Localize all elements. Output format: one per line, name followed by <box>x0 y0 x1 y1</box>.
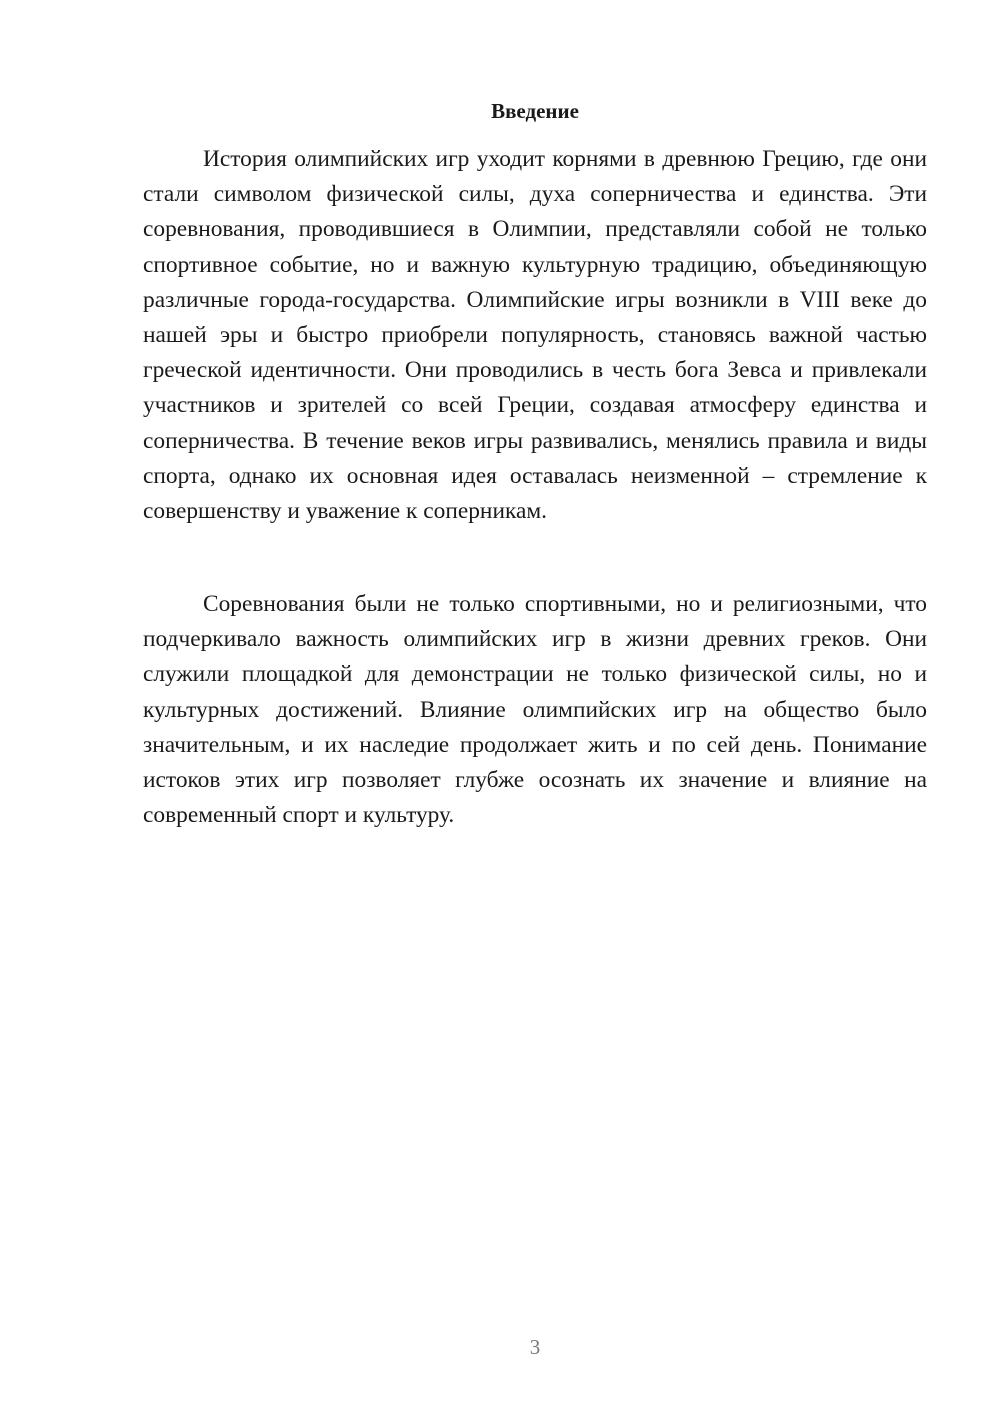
section-heading: Введение <box>491 99 579 123</box>
paragraph-religious: Соревнования были не только спортивными, но и религиозными, что подчеркивало важность олимпийских игр в жизни древних греков. Они служили площадкой для демонстрации не только физической силы, но и культурных достижений. Влияние олимпийских игр на общество было значительным, и их наследие продолжает жить и по сей день. Понимание истоков этих игр позволяет глубже осознать их значение и влияние на современный спорт и культуру. <box>143 591 927 829</box>
paragraph-intro: История олимпийских игр уходит корнями в древнюю Грецию, где они стали символом физической силы, духа соперничества и единства. Эти соревнования, проводившиеся в Олимпии, представляли собой не только спортивное событие, но и важную культурную традицию, объединяющую различные города-государства. Олимпийские игры возникли в VIII веке до нашей эры и быстро приобрели популярность, становясь важной частью греческой идентичности. Они проводились в честь бога Зевса и привлекали участников и зрителей со всей Греции, создавая атмосферу единства и соперничества. В течение веков игры развивались, менялись правила и виды спорта, однако их основная идея оставалась неизменной – стремление к совершенству и уважение к соперникам. <box>143 146 927 525</box>
page-number: 3 <box>529 1335 541 1359</box>
